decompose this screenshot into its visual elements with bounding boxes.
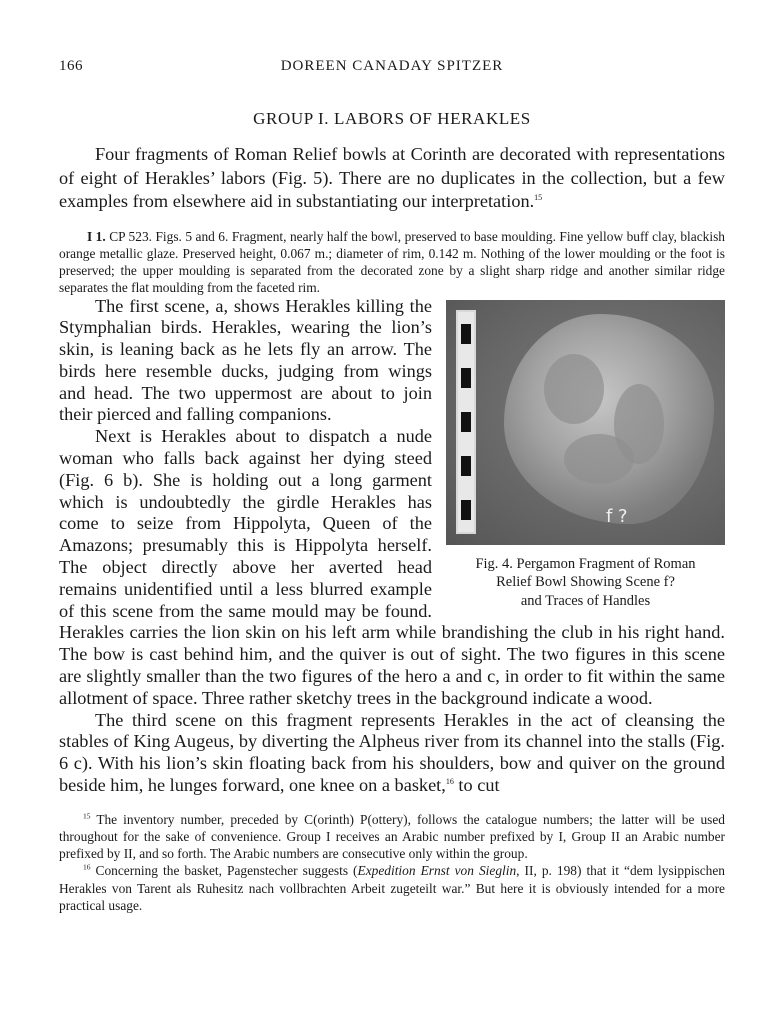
page-number: 166 [59, 58, 83, 74]
paragraph-scene-c [59, 710, 725, 797]
bowl-fragment-image [504, 314, 714, 524]
footnote-book-title: Expedition Ernst von Sieglin [357, 863, 517, 879]
catalogue-text: CP 523. Figs. 5 and 6. Fragment, nearly half the bowl, preserved to base moulding. Fine yellow buff clay, blackish orange metallic glaze. Preserved height, 0.067 m.; diameter of rim, 0.142 m. Nothing of the lower moulding or the foot is preserved; the upper moulding is separated from the decorated zone by a slight sharp ridge and another similar ridge separates the flat moulding from the faceted rim. [59, 228, 725, 295]
catalogue-entry [59, 228, 725, 296]
relief-figure [544, 354, 604, 424]
scale-segment [461, 368, 471, 388]
figure-4 [446, 300, 725, 611]
footnote-text: The inventory number, preceded by C(orinth) P(ottery), follows the catalogue numbers; the latter will be used throughout for the sake of convenience. Group I receives an Arabic number prefixed by I, Group II an Arabic number prefixed by II, and so forth. The Arabic numbers are consecutive only within the group. [59, 811, 725, 862]
footnote-ref-15: 15 [534, 192, 543, 202]
scene-c-tail: to cut [458, 775, 500, 796]
scale-segment [461, 456, 471, 476]
paragraph-scene-b: Next is Herakles about to dispatch a nude woman who falls back against her dying steed (Fig. 6 b). She is holding out a long garment which is undoubtedly the girdle Herakles has come to seize from Hippolyta, Queen of the Amazons; presumably this is Hippolyta herself. The object directly above her averted head remains unidentified until a less blurred example of this scene from the same mould may be found. Herakles carries the lion skin on his left arm while brandishing the club in his right hand. The bow is cast behind him, and the quiver is out of sight. The two figures in this scene are slightly smaller than the two figures of the hero a and c, in order to fit within the same allotment of space. Three rather sketchy trees in the background indicate a wood. [59, 426, 725, 708]
figure-photo [446, 300, 725, 545]
footnote-number: 15 [83, 811, 91, 821]
page [59, 58, 725, 914]
paragraph-scene-a: The first scene, a, shows Herakles killing the Stymphalian birds. Herakles, wearing the lion’s skin, is leaning back as he lets fly an arrow. The birds here resemble ducks, judging from wings and head. The two uppermost are about to join their pierced and falling companions. [59, 295, 432, 425]
figure-caption [446, 555, 725, 611]
caption-line: Fig. 4. Pergamon Fragment of Roman [475, 555, 696, 572]
footnotes [59, 811, 725, 914]
intro-text: Four fragments of Roman Relief bowls at Corinth are decorated with representations of eight of Herakles’ labors (Fig. 5). There are no duplicates in the collection, but a few examples from elsewhere aid in substantiating our interpretation. [59, 144, 725, 211]
photo-mark: f ? [606, 505, 628, 527]
running-head [59, 58, 725, 80]
catalogue-id: I 1. [87, 228, 106, 244]
footnote-ref-16: 16 [445, 776, 454, 786]
footnote-text: , II, p. 198) that it “dem lysippischen Herakles von Tarent als Ruhesitz nach vollbrachten Arbeit zugeteilt war.” But here it is obviously intended for a more practical usage. [59, 863, 725, 913]
footnote-16 [59, 862, 725, 914]
caption-line: and Traces of Handles [520, 592, 651, 609]
intro-paragraph [59, 143, 725, 214]
running-head-author: DOREEN CANADAY SPITZER [280, 58, 504, 74]
scale-segment [461, 412, 471, 432]
footnote-15 [59, 811, 725, 863]
caption-line: Relief Bowl Showing Scene f? [496, 574, 675, 590]
scale-segment [461, 500, 471, 520]
scene-c-text: The third scene on this fragment represents Herakles in the act of cleansing the stables of King Augeus, by diverting the Alpheus river from its channel into the stalls (Fig. 6 c). With his lion’s skin floating back from his shoulders, bow and quiver on the ground beside him, he lunges forward, one knee on a basket, [59, 709, 725, 796]
scale-segment [461, 324, 471, 344]
scale-bar [456, 310, 476, 534]
footnote-text: Concerning the basket, Pagenstecher suggests ( [95, 863, 358, 879]
section-title: GROUP I. LABORS OF HERAKLES [253, 109, 531, 128]
body-text [59, 296, 725, 797]
relief-figure [564, 434, 634, 484]
footnote-number: 16 [83, 862, 91, 872]
